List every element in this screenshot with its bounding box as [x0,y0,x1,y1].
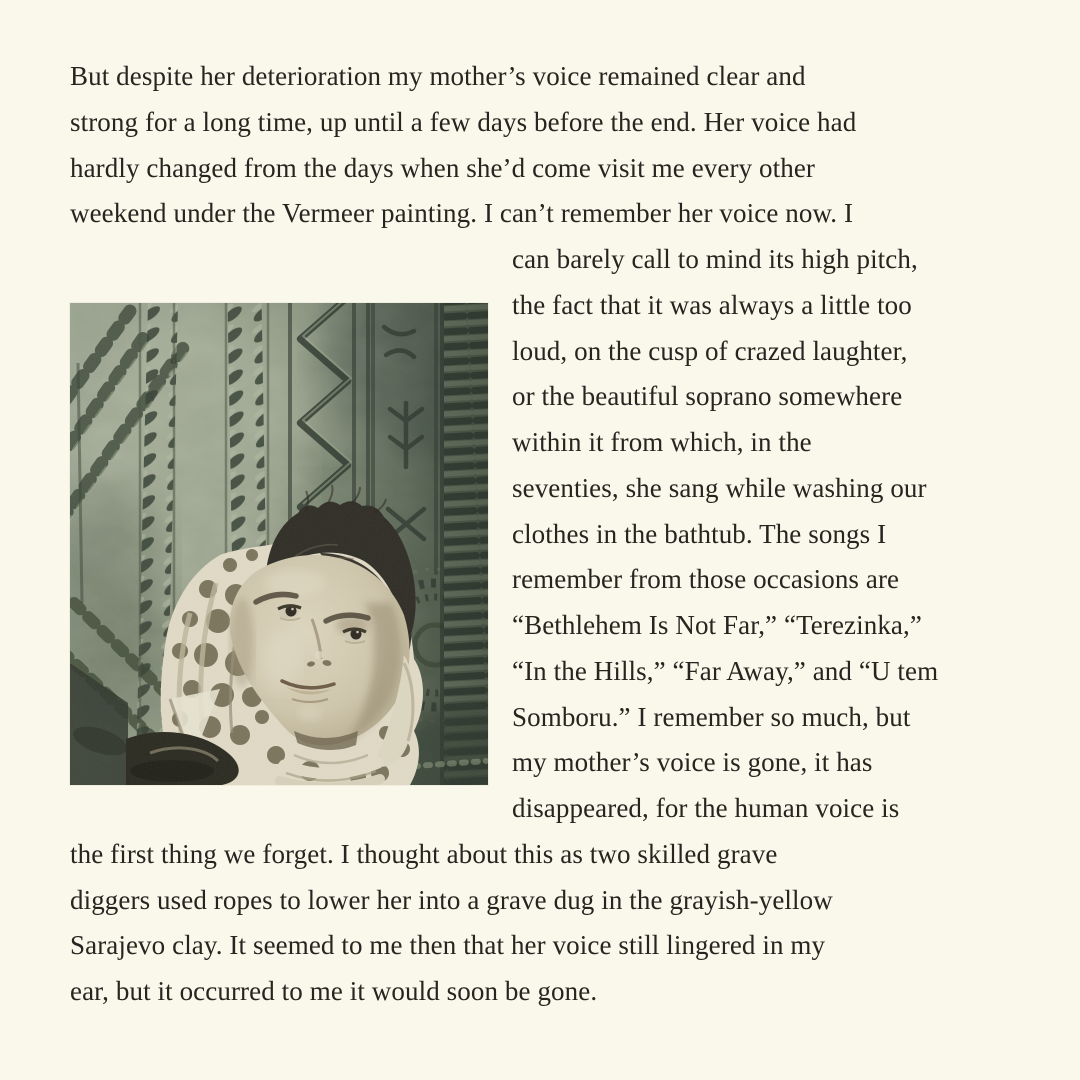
text-line: the fact that it was always a little too [512,289,912,320]
text-line: can barely call to mind its high pitch, [512,244,918,274]
text-line: strong for a long time, up until a few days before the end. Her voice had [70,106,857,137]
text-line: diggers used ropes to lower her into a grave dug in the grayish-yellow [70,884,833,915]
text-line: weekend under the Vermeer painting. I can’t remember her voice now. I [70,198,854,229]
text-line: Somboru.” I remember so much, but [512,701,911,732]
text-line: loud, on the cusp of crazed laughter, [512,335,908,366]
text-line: hardly changed from the days when she’d come visit me every other [70,152,816,183]
text-line: seventies, she sang while washing our [512,472,927,503]
text-line: Sarajevo clay. It seemed to me then that her voice still lingered in my [70,930,826,961]
text-line: “In the Hills,” “Far Away,” and “U tem [512,655,939,686]
text-line: disappeared, for the human voice is [512,793,900,823]
text-line: the first thing we forget. I thought about this as two skilled grave [70,838,778,869]
text-line: within it from which, in the [512,427,812,457]
text-line: clothes in the bathtub. The songs I [512,518,887,549]
text-line: my mother’s voice is gone, it has [512,747,873,778]
text-line: “Bethlehem Is Not Far,” “Terezinka,” [512,610,922,640]
text-line: remember from those occasions are [512,564,900,595]
text-line: ear, but it occurred to me it would soon be gone. [70,976,598,1006]
text-line: or the beautiful soprano somewhere [512,381,903,412]
text-line: But despite her deterioration my mother’s voice remained clear and [70,61,806,91]
